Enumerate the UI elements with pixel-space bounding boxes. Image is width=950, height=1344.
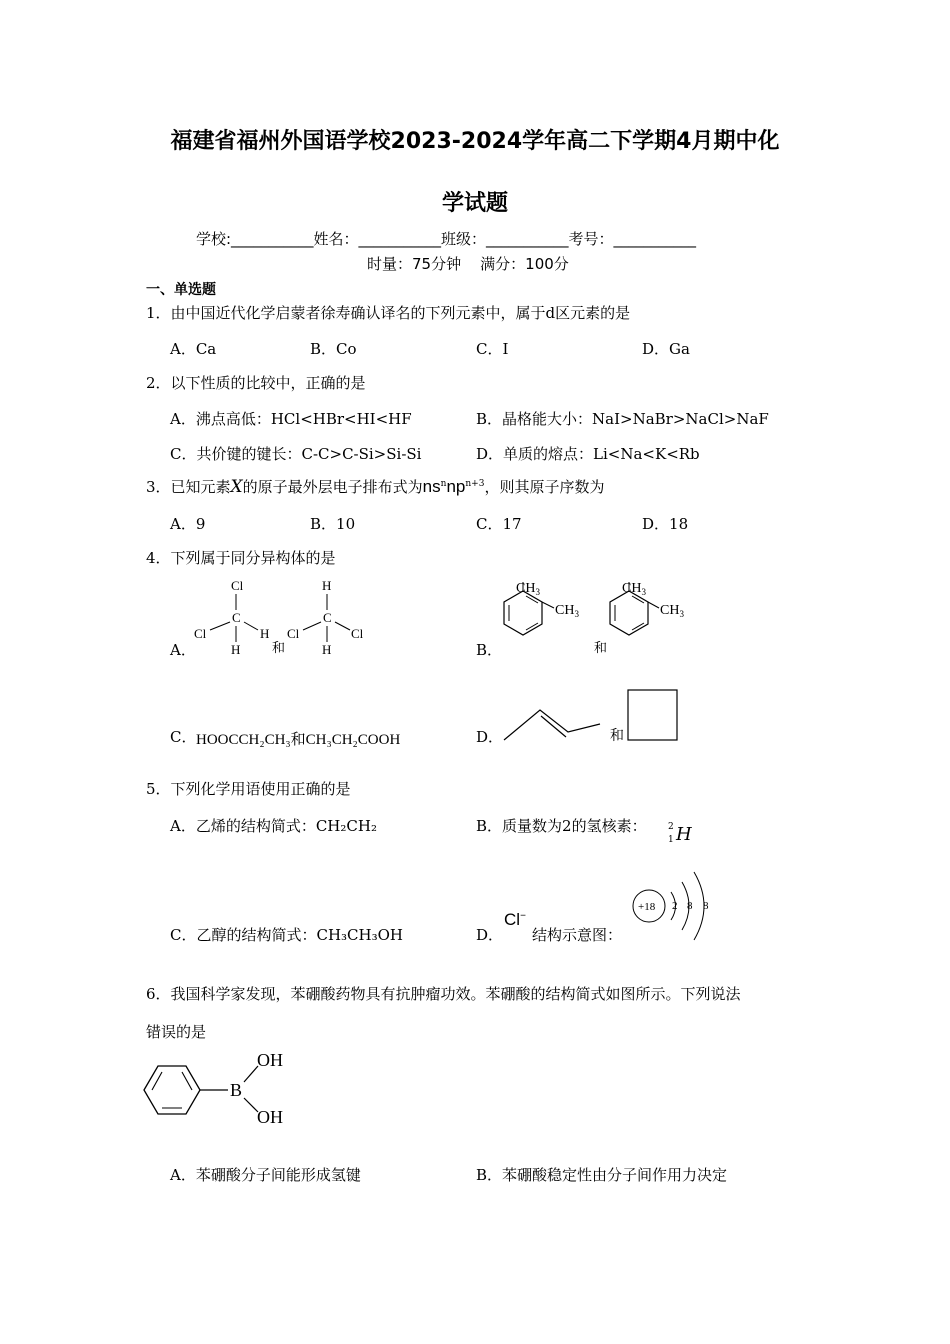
q4b-bond xyxy=(648,602,659,608)
q4a-bond xyxy=(244,622,258,630)
q4-option-b-structure xyxy=(496,576,696,660)
q6-option-b: B．苯硼酸稳定性由分子间作用力决定 xyxy=(476,1166,728,1184)
q4b-double-bond xyxy=(526,623,538,630)
q6-stem-line1: 6．我国科学家发现，苯硼酸药物具有抗肿瘤功效。苯硼酸的结构简式如图所示。下列说法 xyxy=(146,985,741,1003)
q3-x: X xyxy=(230,477,243,497)
q2-option-b: B．晶格能大小：NaI>NaBr>NaCl>NaF xyxy=(476,410,769,428)
q4b-left-ring xyxy=(504,591,542,635)
page-title: 福建省福州外国语学校2023-2024学年高二下学期4月期中化 xyxy=(170,129,780,154)
q3-option-a: A．9 xyxy=(170,515,206,533)
q5-mass-number: 2 xyxy=(668,822,674,832)
q4-option-a-label: A． xyxy=(170,641,196,659)
q4b-right-ch3-top: $CH_3$ xyxy=(622,581,646,597)
q4-stem: 4．下列属于同分异构体的是 xyxy=(146,549,336,567)
q4d-cyclobutane xyxy=(628,690,677,740)
q4a-left-h-right: H xyxy=(260,626,270,641)
q2-option-c: C．共价键的键长：C-C>C-Si>Si-Si xyxy=(170,445,422,463)
q1-option-b: B．Co xyxy=(310,340,357,358)
q4b-right-ring xyxy=(610,591,648,635)
page-title-line2: 学试题 xyxy=(441,191,508,216)
q5-option-d-label: D． xyxy=(476,926,504,944)
student-info-fields: 学校:___________姓名：___________班级：___________考号：___________ xyxy=(196,230,697,248)
q3-option-c: C．17 xyxy=(476,515,522,533)
q4a-bond xyxy=(303,622,321,630)
q1-option-d: D．Ga xyxy=(642,340,690,358)
q4-option-d-label: D． xyxy=(476,728,504,746)
q5-option-d-text: 结构示意图： xyxy=(532,926,623,944)
q4d-and: 和 xyxy=(610,729,624,744)
q6-stem-line2: 错误的是 xyxy=(146,1023,207,1041)
section-heading: 一、单选题 xyxy=(146,282,216,298)
q1-option-a: A．Ca xyxy=(170,340,217,358)
q3-stem-pre: 3．已知元素 xyxy=(146,478,231,496)
q4a-left-cl-top: Cl xyxy=(231,578,244,593)
b-oh-bond xyxy=(244,1098,258,1112)
q5-cl-ion: Cl− xyxy=(504,910,526,929)
shell-electrons-2: 8 xyxy=(687,900,693,912)
q4a-bond xyxy=(335,622,350,630)
q4-option-d-structure xyxy=(500,686,682,746)
q4a-and: 和 xyxy=(272,640,286,655)
q3-n-sup: n xyxy=(440,479,447,489)
q3-np-sup: n+3 xyxy=(465,479,485,489)
q4a-right-cl-left: Cl xyxy=(287,626,300,641)
q4a-left-h-bottom: H xyxy=(231,642,241,657)
q1-option-c: C．I xyxy=(476,340,509,358)
q2-stem: 2．以下性质的比较中，正确的是 xyxy=(146,374,366,392)
q4a-right-c: C xyxy=(323,610,332,625)
q4b-double-bond xyxy=(526,596,538,603)
q5-h-symbol: H xyxy=(676,824,692,845)
q4b-left-ch3-top: $CH_3$ xyxy=(516,581,540,597)
q4a-left-cl-left: Cl xyxy=(194,626,207,641)
hydroxyl-bottom: OH xyxy=(257,1107,283,1127)
q4-option-c-label: C． xyxy=(170,728,197,746)
q4b-double-bond xyxy=(632,596,644,603)
q4b-left-ch3-side: $CH_3$ xyxy=(555,603,579,619)
q4-option-a-structure xyxy=(190,572,380,662)
q4b-bond xyxy=(542,602,554,608)
q5-option-b: B．质量数为2的氢核素： xyxy=(476,817,647,835)
b-oh-bond xyxy=(244,1066,258,1082)
q4b-and: 和 xyxy=(594,640,608,655)
time-score-line: 时量：75分钟 满分：100分 xyxy=(367,255,569,273)
q2-option-a: A．沸点高低：HCl<HBr<HI<HF xyxy=(170,410,412,428)
q4a-left-c: C xyxy=(232,610,241,625)
q3-stem-post: ，则其原子序数为 xyxy=(484,478,605,496)
q4-option-b-label: B． xyxy=(476,641,503,659)
hydroxyl-top: OH xyxy=(257,1050,283,1070)
q3-stem-mid: 的原子最外层电子排布式为 xyxy=(242,478,423,496)
q4b-right-ch3-side: $CH_3$ xyxy=(660,603,684,619)
q4a-right-h-bottom: H xyxy=(322,642,332,657)
q3-stem xyxy=(146,476,604,497)
q5-stem: 5．下列化学用语使用正确的是 xyxy=(146,780,351,798)
nucleus-charge: +18 xyxy=(638,901,656,913)
q3-option-b: B．10 xyxy=(310,515,356,533)
q4-option-c-text: HOOCCH₂CH₃和CH₃CH₂COOH xyxy=(196,732,401,748)
shell-electrons-1: 2 xyxy=(672,900,678,912)
q1-stem: 1．由中国近代化学启蒙者徐寿确认译名的下列元素中，属于d区元素的是 xyxy=(146,304,631,322)
q4a-right-cl-right: Cl xyxy=(351,626,364,641)
q2-option-d: D．单质的熔点：Li<Na<K<Rb xyxy=(476,445,700,463)
q4a-right-h-top: H xyxy=(322,578,332,593)
q3-option-d: D．18 xyxy=(642,515,689,533)
q5-ion-structure-diagram xyxy=(628,868,720,944)
q5-nuclide-symbol xyxy=(668,822,698,848)
q4d-double-bond xyxy=(541,716,566,737)
boron-atom: B xyxy=(230,1080,243,1100)
q5-option-c: C．乙醇的结构简式：CH₃CH₃OH xyxy=(170,926,403,944)
q3-np: np xyxy=(446,477,466,496)
q4b-double-bond xyxy=(632,623,644,630)
q6-phenylboronic-acid-structure xyxy=(140,1046,300,1128)
q3-ns: ns xyxy=(422,477,441,496)
q5-atomic-number: 1 xyxy=(668,835,674,845)
q4a-bond xyxy=(210,622,230,630)
q5-option-a: A．乙烯的结构简式：CH₂CH₂ xyxy=(170,817,377,835)
shell-electrons-3: 8 xyxy=(703,900,709,912)
q6-option-a: A．苯硼酸分子间能形成氢键 xyxy=(170,1166,361,1184)
